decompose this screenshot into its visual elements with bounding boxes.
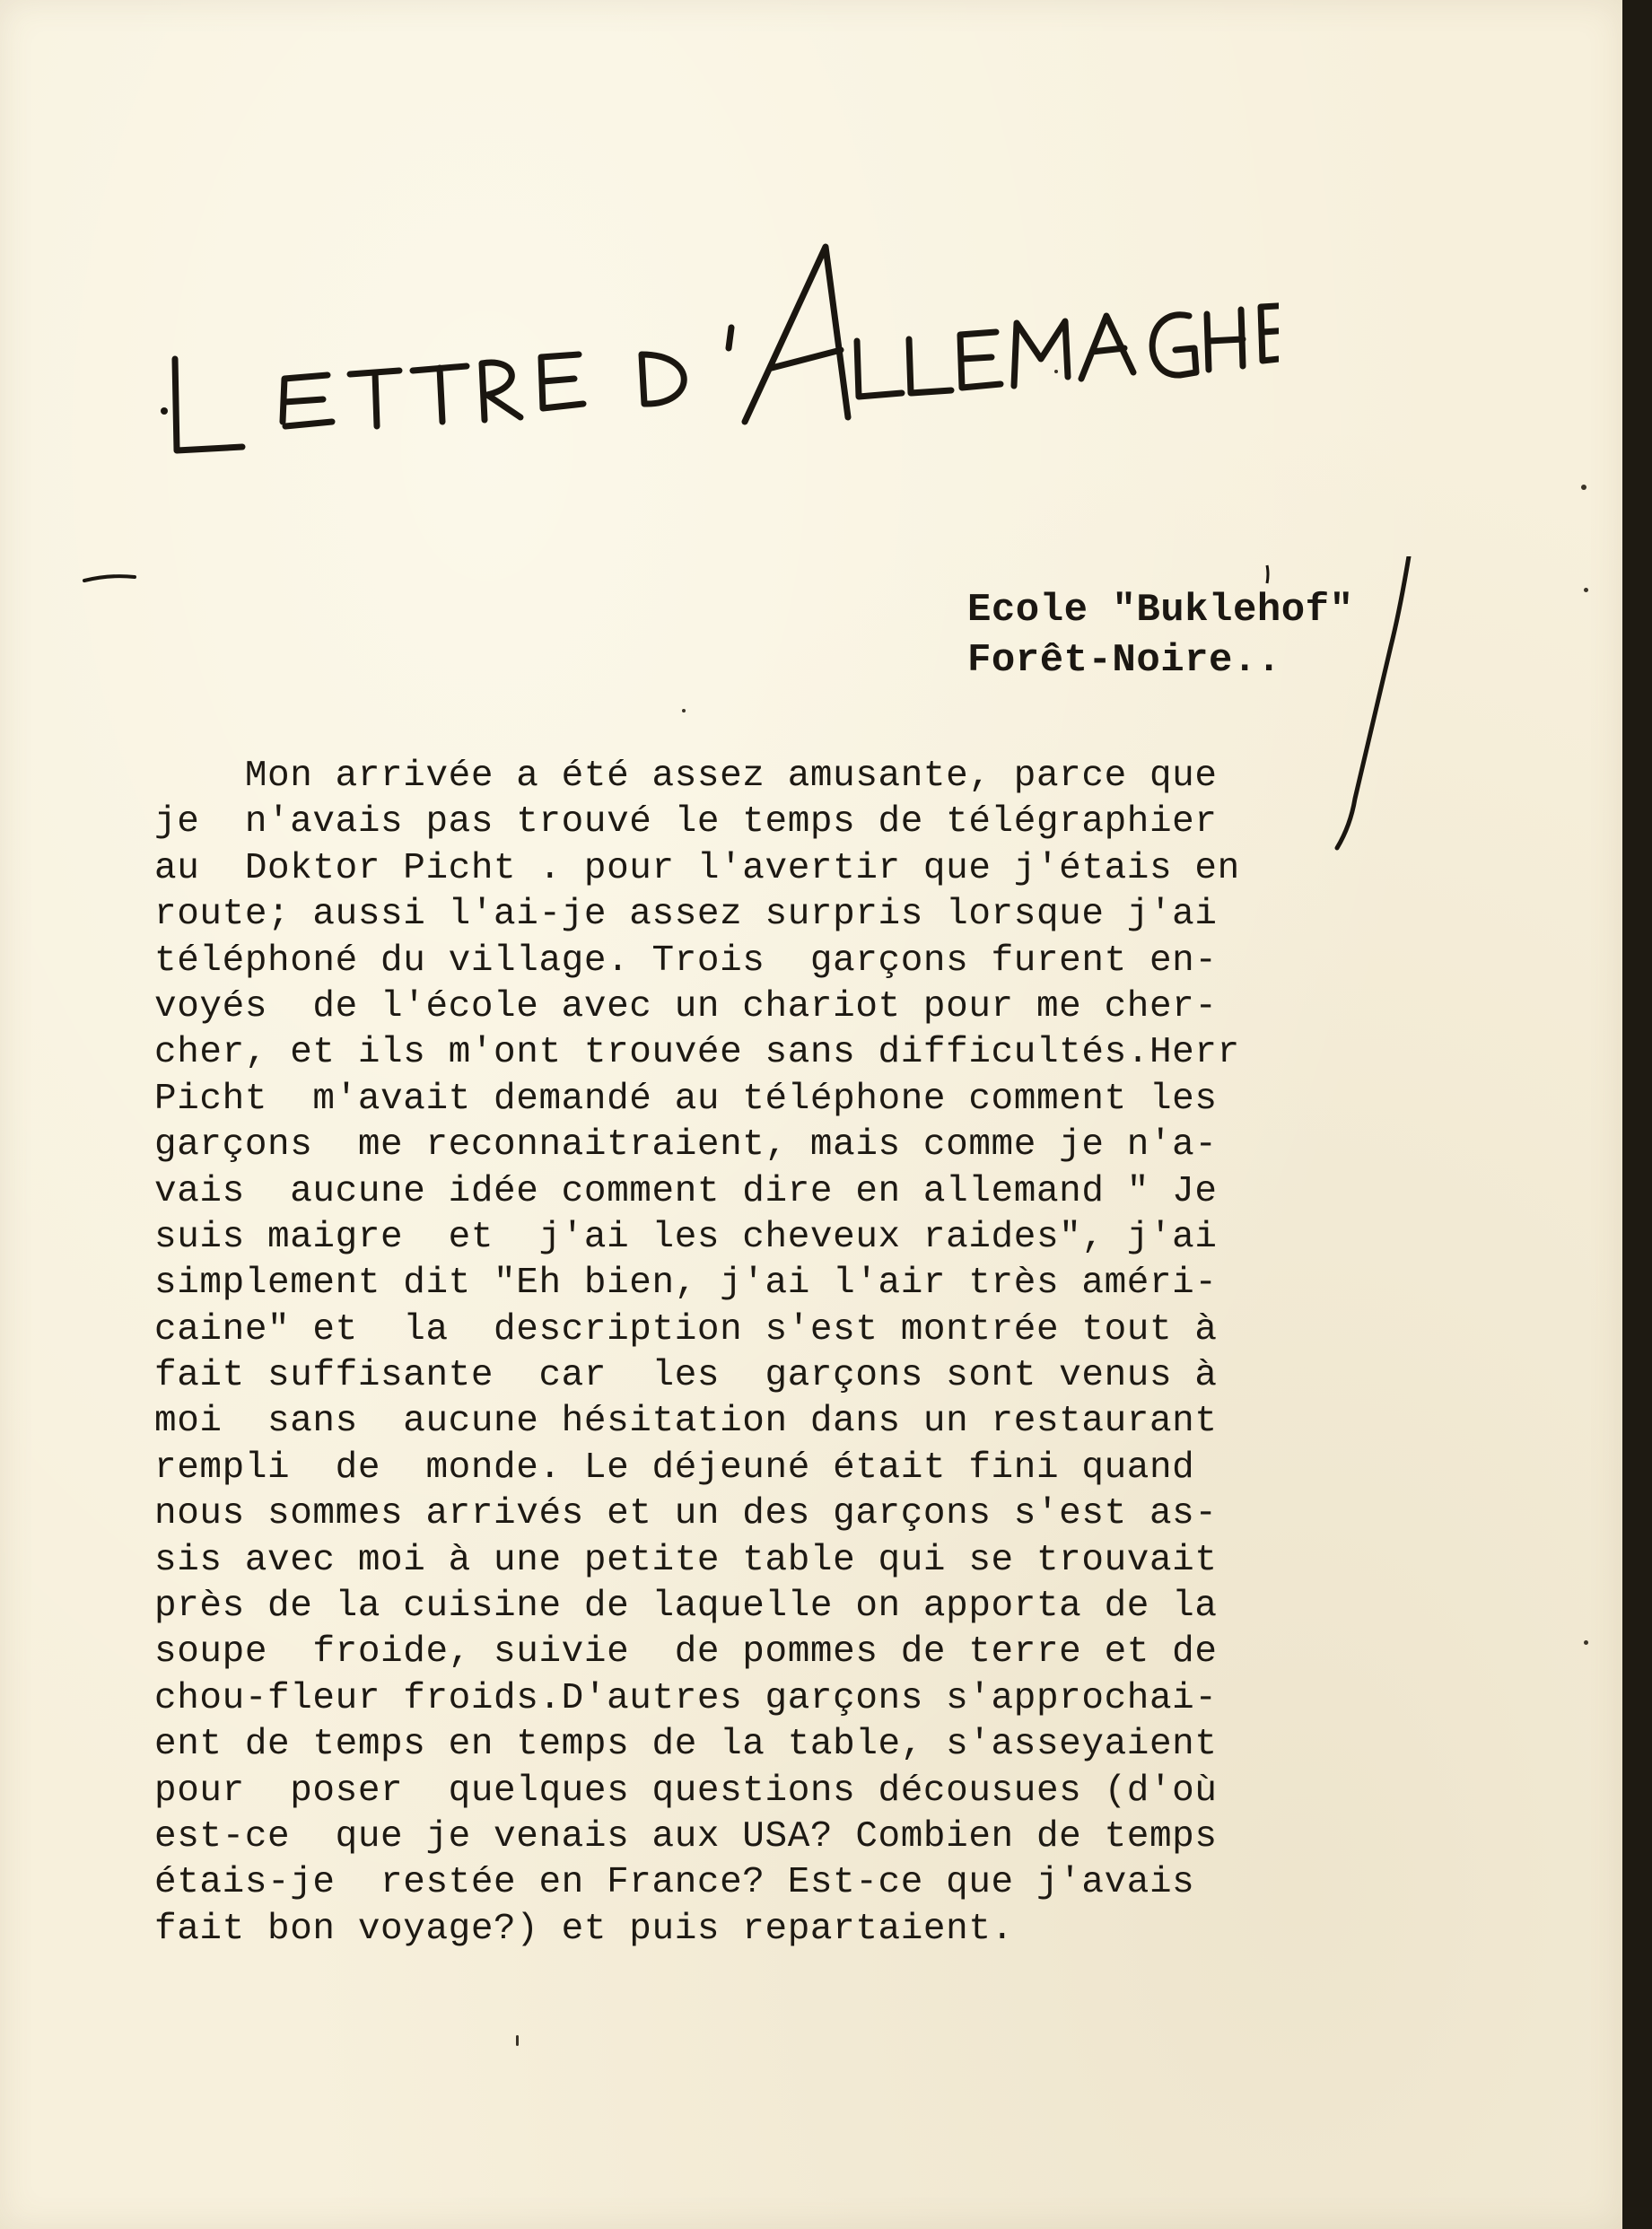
body-line: voyés de l'école avec un chariot pour me cher- [154, 985, 1218, 1027]
speck [1584, 588, 1588, 592]
body-line: fait suffisante car les garçons sont venus à [154, 1355, 1218, 1397]
body-line: est-ce que je venais aux USA? Combien de temps [154, 1815, 1218, 1858]
body-line: caine" et la description s'est montrée tout à [154, 1308, 1218, 1351]
body-line: vais aucune idée comment dire en allemand " Je [154, 1170, 1218, 1212]
body-line: simplement dit "Eh bien, j'ai l'air très améri- [154, 1263, 1218, 1305]
scan-edge [1622, 0, 1652, 2229]
body-line: pour poser quelques questions décousues (d'où [154, 1770, 1218, 1812]
body-line: au Doktor Picht . pour l'avertir que j'étais en [154, 847, 1240, 889]
body-line: ent de temps en temps de la table, s'asseyaient [154, 1724, 1218, 1766]
body-line: route; aussi l'ai-je assez surpris lorsque j'ai [154, 894, 1218, 936]
body-line: nous sommes arrivés et un des garçons s'est as- [154, 1493, 1218, 1535]
body-line: garçons me reconnaitraient, mais comme je n'a- [154, 1124, 1218, 1167]
title-lettering-drawing [157, 242, 1279, 476]
address-line-2: Forêt-Noire.. [967, 638, 1281, 683]
body-line: chou-fleur froids.D'autres garçons s'approchai- [154, 1677, 1218, 1719]
body-line: fait bon voyage?) et puis repartaient. [154, 1908, 1014, 1950]
body-line: Mon arrivée a été assez amusante, parce que [154, 756, 1218, 797]
body-line: moi sans aucune hésitation dans un restaurant [154, 1401, 1218, 1443]
pen-dash-mark [83, 574, 136, 583]
title-text [157, 242, 158, 243]
body-line: cher, et ils m'ont trouvée sans difficultés.Herr [154, 1032, 1240, 1074]
speck [1584, 1640, 1588, 1645]
handwritten-title [157, 242, 1279, 476]
speck [1581, 485, 1586, 490]
body-line: téléphoné du village. Trois garçons furent en- [154, 940, 1218, 982]
speck [1054, 370, 1058, 373]
body-line: Picht m'avait demandé au téléphone comment les [154, 1078, 1218, 1120]
body-line: suis maigre et j'ai les cheveux raides", j'ai [154, 1216, 1218, 1258]
speck [516, 2035, 519, 2046]
body-line: sis avec moi à une petite table qui se trouvait [154, 1539, 1218, 1581]
address-line-1: Ecole "Buklehof" [967, 588, 1354, 633]
body-line: soupe froide, suivie de pommes de terre et de [154, 1631, 1218, 1674]
speck [682, 709, 686, 712]
body-line: près de la cuisine de laquelle on apporta de la [154, 1586, 1218, 1628]
body-line: étais-je restée en France? Est-ce que j'avais [154, 1862, 1195, 1904]
body-line: je n'avais pas trouvé le temps de télégraphier [154, 801, 1218, 844]
letter-body [154, 754, 1447, 1953]
body-line: rempli de monde. Le déjeuné était fini quand [154, 1447, 1195, 1489]
